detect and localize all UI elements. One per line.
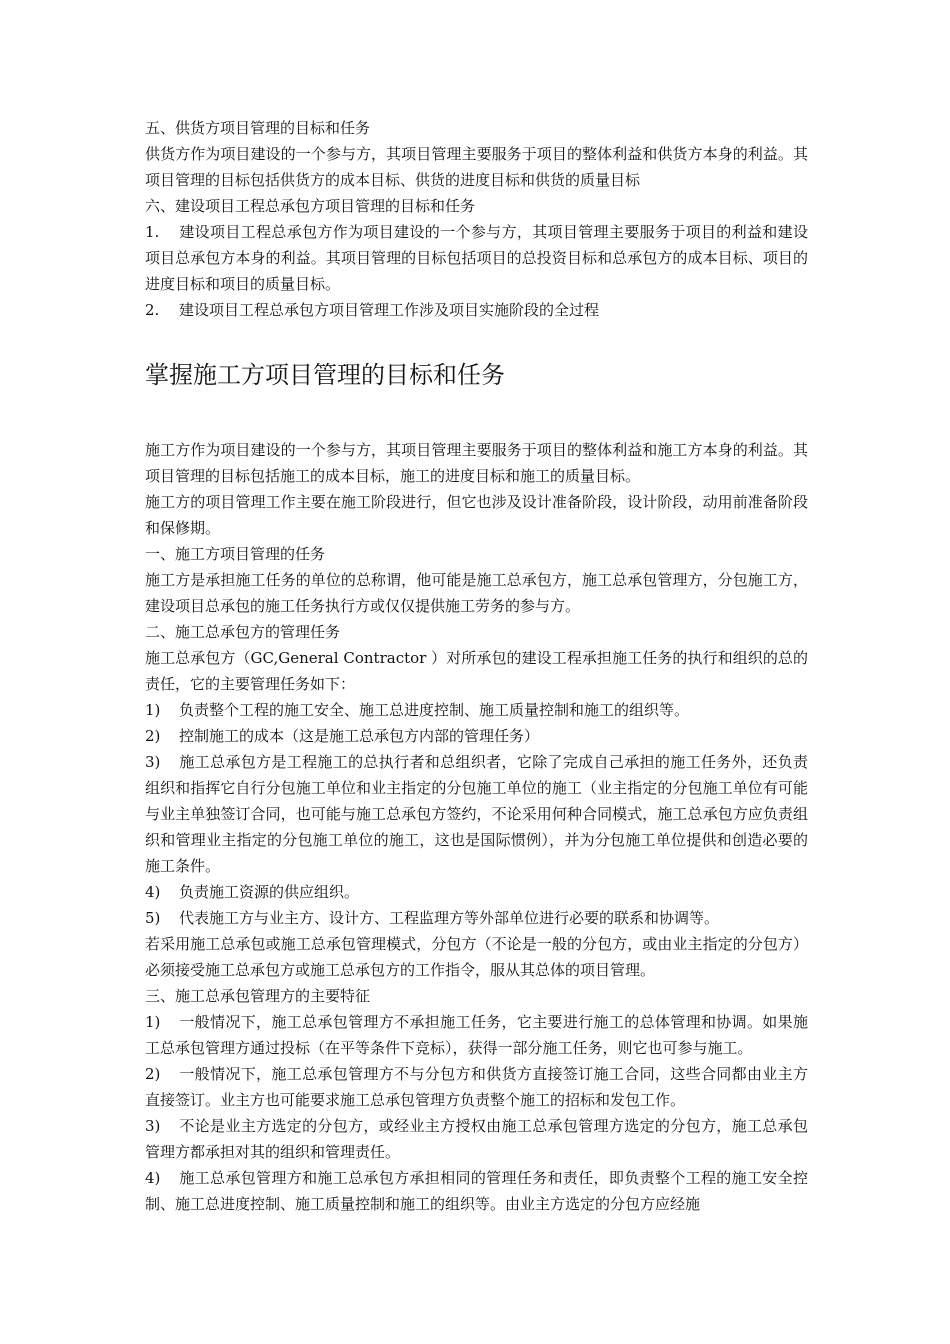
list-text: 负责整个工程的施工安全、施工总进度控制、施工质量控制和施工的组织等。 [179, 701, 690, 719]
list-number: 2) [145, 727, 161, 745]
list-number: 4) [145, 883, 161, 901]
list-number: 5) [145, 909, 161, 927]
list-item [145, 879, 808, 905]
section-heading: 一、施工方项目管理的任务 [145, 545, 326, 563]
list-text: 施工总承包管理方和施工总承包方承担相同的管理任务和责任，即负责整个工程的施工安全控制、施工总进度控制、施工质量控制和施工的组织等。由业主方选定的分包方应经施 [145, 1169, 808, 1213]
body-section [145, 437, 808, 1217]
list-number: 4) [145, 1169, 161, 1187]
list-item [145, 297, 808, 323]
list-number: 2. [145, 301, 160, 319]
list-text: 建设项目工程总承包方作为项目建设的一个参与方，其项目管理主要服务于项目的利益和建设项目总承包方本身的利益。其项目管理的目标包括项目的总投资目标和总承包方的成本目标、项目的进度目标和项目的质量目标。 [145, 223, 808, 293]
list-text: 施工总承包方是工程施工的总执行者和总组织者，它除了完成自己承担的施工任务外，还负责组织和指挥它自行分包施工单位和业主指定的分包施工单位的施工（业主指定的分包施工单位有可能与业主单独签订合同，也可能与施工总承包方签约，不论采用何种合同模式，施工总承包方应负责组织和管理业主指定的分包施工单位的施工，这也是国际惯例），并为分包施工单位提供和创造必要的施工条件。 [145, 753, 808, 875]
top-section [145, 115, 808, 323]
list-text: 不论是业主方选定的分包方，或经业主方授权由施工总承包管理方选定的分包方，施工总承包管理方都承担对其的组织和管理责任。 [145, 1117, 808, 1161]
list-item [145, 1061, 808, 1113]
list-text: 代表施工方与业主方、设计方、工程监理方等外部单位进行必要的联系和协调等。 [179, 909, 720, 927]
paragraph: 施工方作为项目建设的一个参与方，其项目管理主要服务于项目的整体利益和施工方本身的利益。其项目管理的目标包括施工的成本目标，施工的进度目标和施工的质量目标。 [145, 441, 808, 485]
list-number: 1) [145, 1013, 161, 1031]
list-item [145, 749, 808, 879]
page-heading: 掌握施工方项目管理的目标和任务 [145, 361, 505, 389]
paragraph-supplier: 供货方作为项目建设的一个参与方，其项目管理主要服务于项目的整体利益和供货方本身的利益。其项目管理的目标包括供货方的成本目标、供货的进度目标和供货的质量目标 [145, 145, 808, 189]
list-number: 3) [145, 1117, 161, 1135]
list-item [145, 1009, 808, 1061]
section-heading: 三、施工总承包管理方的主要特征 [145, 987, 371, 1005]
list-item [145, 905, 808, 931]
list-number: 1. [145, 223, 160, 241]
list-item [145, 1165, 808, 1217]
section-heading-6: 六、建设项目工程总承包方项目管理的目标和任务 [145, 197, 476, 215]
list-item [145, 1113, 808, 1165]
list-text: 建设项目工程总承包方项目管理工作涉及项目实施阶段的全过程 [179, 301, 600, 319]
paragraph: 施工方的项目管理工作主要在施工阶段进行，但它也涉及设计准备阶段，设计阶段，动用前准备阶段和保修期。 [145, 493, 808, 537]
list-number: 1) [145, 701, 161, 719]
paragraph: 施工总承包方（GC,General Contractor ）对所承包的建设工程承担施工任务的执行和组织的总的责任，它的主要管理任务如下： [145, 649, 808, 693]
list-text: 负责施工资源的供应组织。 [179, 883, 360, 901]
list-text: 一般情况下，施工总承包管理方不承担施工任务，它主要进行施工的总体管理和协调。如果施工总承包管理方通过投标（在平等条件下竞标），获得一部分施工任务，则它也可参与施工。 [145, 1013, 808, 1057]
list-number: 2) [145, 1065, 161, 1083]
list-number: 3) [145, 753, 161, 771]
list-item [145, 697, 808, 723]
list-item [145, 219, 808, 297]
paragraph: 若采用施工总承包或施工总承包管理模式，分包方（不论是一般的分包方，或由业主指定的分包方）必须接受施工总承包方或施工总承包方的工作指令，服从其总体的项目管理。 [145, 935, 808, 979]
list-text: 一般情况下，施工总承包管理方不与分包方和供货方直接签订施工合同，这些合同都由业主方直接签订。业主方也可能要求施工总承包管理方负责整个施工的招标和发包工作。 [145, 1065, 808, 1109]
list-text: 控制施工的成本（这是施工总承包方内部的管理任务） [179, 727, 540, 745]
list-item [145, 723, 808, 749]
section-heading-5: 五、供货方项目管理的目标和任务 [145, 119, 371, 137]
section-heading: 二、施工总承包方的管理任务 [145, 623, 341, 641]
paragraph: 施工方是承担施工任务的单位的总称谓，他可能是施工总承包方，施工总承包管理方，分包施工方，建设项目总承包的施工任务执行方或仅仅提供施工劳务的参与方。 [145, 571, 808, 615]
